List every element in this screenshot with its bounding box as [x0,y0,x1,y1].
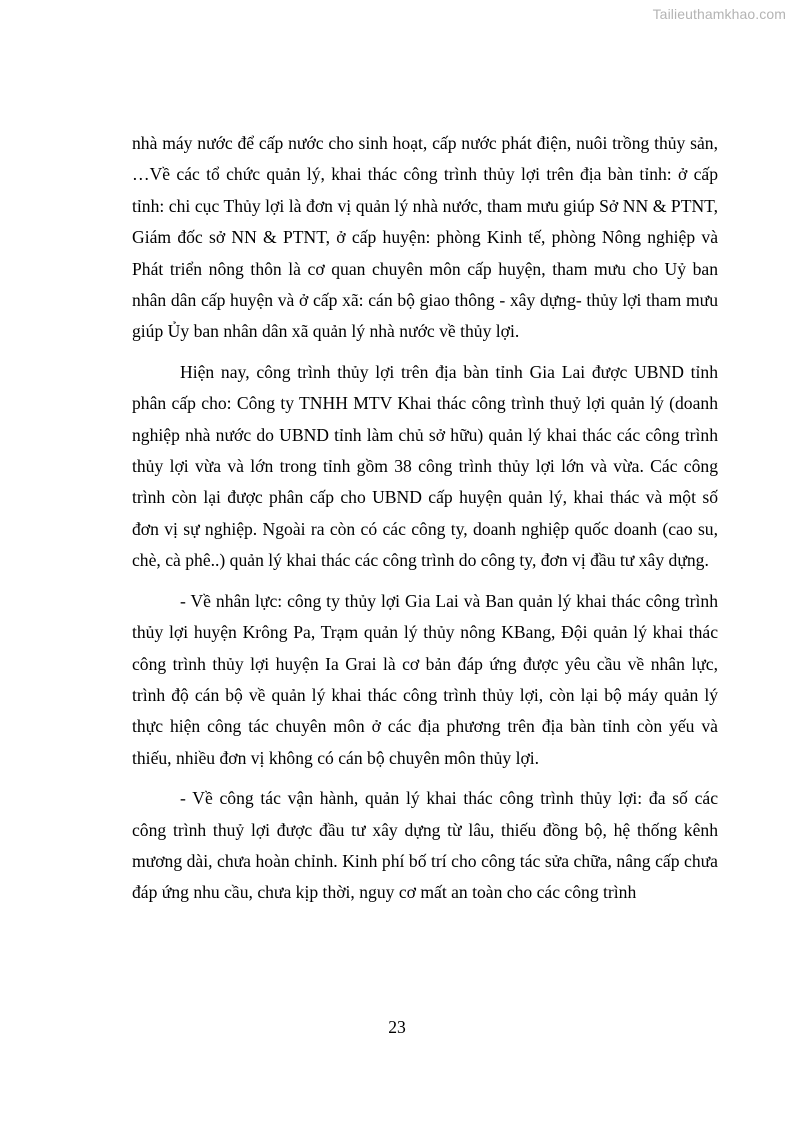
page-number: 23 [388,1017,406,1037]
paragraph-continuation: nhà máy nước để cấp nước cho sinh hoạt, cấp nước phát điện, nuôi trồng thủy sản, …Về các tổ chức quản lý, khai thác công trình thủy lợi trên địa bàn tỉnh: ở cấp tỉnh: chi cục Thủy lợi là đơn vị quản lý nhà nước, tham mưu giúp Sở NN & PTNT, Giám đốc sở NN & PTNT, ở cấp huyện: phòng Kinh tế, phòng Nông nghiệp và Phát triển nông thôn là cơ quan chuyên môn cấp huyện, tham mưu cho Uỷ ban nhân dân cấp huyện và ở cấp xã: cán bộ giao thông - xây dựng- thủy lợi tham mưu giúp Ủy ban nhân dân xã quản lý nhà nước về thủy lợi. [132,133,718,342]
paragraph-human-resources: - Về nhân lực: công ty thủy lợi Gia Lai và Ban quản lý khai thác công trình thủy lợi huyện Krông Pa, Trạm quản lý thủy nông KBang, Đội quản lý khai thác công trình thủy lợi huyện Ia Grai là cơ bản đáp ứng được yêu cầu về nhân lực, trình độ cán bộ về quản lý khai thác công trình thủy lợi, còn lại bộ máy quản lý thực hiện công tác chuyên môn ở các địa phương trên địa bàn tỉnh còn yếu và thiếu, nhiều đơn vị không có cán bộ chuyên môn thủy lợi. [132,590,718,768]
document-body [132,128,718,918]
watermark: Tailieuthamkhao.com [652,6,786,22]
paragraph-irrigation-management: Hiện nay, công trình thủy lợi trên địa bàn tỉnh Gia Lai được UBND tỉnh phân cấp cho: Công ty TNHH MTV Khai thác công trình thuỷ lợi quản lý (doanh nghiệp nhà nước do UBND tỉnh làm chủ sở hữu) quản lý khai thác các công trình thủy lợi vừa và lớn trong tỉnh gồm 38 công trình thủy lợi lớn và vừa. Các công trình còn lại được phân cấp cho UBND cấp huyện quản lý, khai thác và một số đơn vị sự nghiệp. Ngoài ra còn có các công ty, doanh nghiệp quốc doanh (cao su, chè, cà phê..) quản lý khai thác các công trình do công ty, đơn vị đầu tư xây dựng. [132,361,718,571]
paragraph-operation: - Về công tác vận hành, quản lý khai thác công trình thủy lợi: đa số các công trình thuỷ lợi được đầu tư xây dựng từ lâu, thiếu đồng bộ, hệ thống kênh mương dài, chưa hoàn chỉnh. Kinh phí bố trí cho công tác sửa chữa, nâng cấp chưa đáp ứng nhu cầu, chưa kịp thời, nguy cơ mất an toàn cho các công trình [132,788,718,903]
